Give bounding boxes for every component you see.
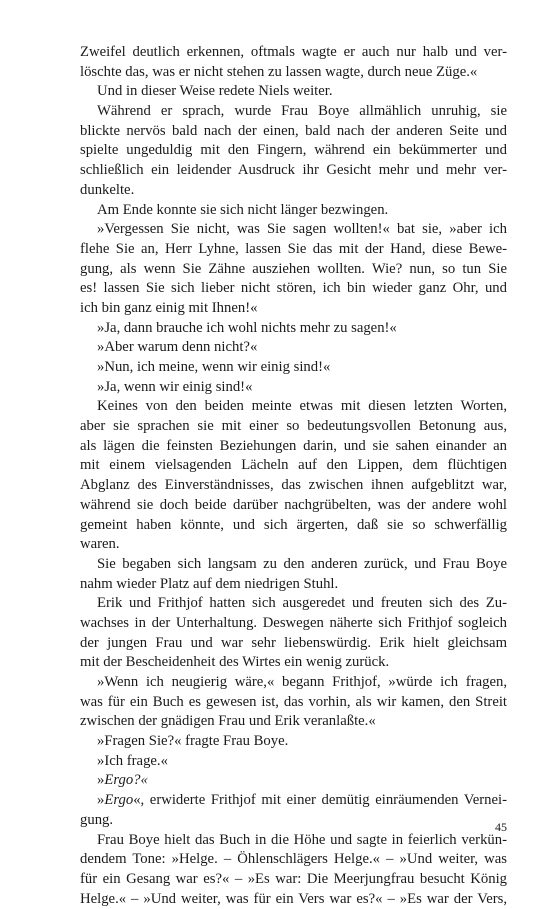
text-line: »Ergo?«: [97, 772, 148, 789]
text-line: flehe Sie an, Herr Lyhne, lassen Sie das mit der Hand, diese Bewe-: [80, 240, 507, 257]
text-line: spielte ungeduldig mit den Fingern, während ein bekümmerter und: [80, 142, 507, 159]
text-line: gung.: [80, 811, 114, 828]
text-line: schließlich ein leidender Ausdruck ihr Gesicht mehr und mehr ver-: [80, 162, 507, 179]
text-line: »Vergessen Sie nicht, was Sie sagen wollten!« bat sie, »aber ich: [97, 221, 507, 238]
text-column: [80, 43, 507, 909]
text-line: zwischen der gnädigen Frau und Erik veranlaßte.«: [80, 713, 376, 730]
text-line: Zweifel deutlich erkennen, oftmals wagte er auch nur halb und ver-: [80, 44, 507, 60]
text-line: waren.: [80, 536, 120, 553]
text-line: nahm wieder Platz auf dem niedrigen Stuhl.: [80, 575, 339, 592]
page-number: 45: [495, 820, 507, 834]
text-line: während sie doch beide darüber nachgrübelten, was der andere wohl: [80, 496, 507, 513]
text-line: dendem Tone: »Helge. – Öhlenschlägers Helge.« – »Und weiter, was: [80, 851, 507, 868]
text-line: mit der Bescheidenheit des Wirtes ein wenig zurück.: [80, 654, 390, 671]
text-line: »Nun, ich meine, wenn wir einig sind!«: [97, 359, 331, 375]
text-line: »Ergo«, erwiderte Frithjof mit einer demütig einräumenden Vernei-: [97, 792, 507, 809]
text-line: »Fragen Sie?« fragte Frau Boye.: [97, 733, 289, 750]
text-line: ich bin ganz einig mit Ihnen!«: [80, 299, 258, 316]
text-line: »Ich frage.«: [97, 752, 168, 769]
text-line: aber sie sprachen sie mit einer so bedeutungsvollen Betonung aus,: [80, 418, 507, 435]
body-text: [80, 43, 507, 909]
text-line: Sie begaben sich langsam zu den anderen zurück, und Frau Boye: [97, 555, 507, 572]
text-line: Helge.« – »Und weiter, was für ein Vers war es?« – »Es war der Vers,: [80, 890, 507, 907]
text-line: Frau Boye hielt das Buch in die Höhe und sagte in feierlich verkün-: [97, 831, 507, 848]
text-line: als lägen die feinsten Beziehungen darin, und sie sahen einander an: [80, 437, 507, 454]
text-line: »Wenn ich neugierig wäre,« begann Frithjof, »würde ich fragen,: [97, 674, 507, 690]
text-line: Erik und Frithjof hatten sich ausgeredet und freuten sich des Zu-: [97, 595, 507, 612]
text-line: dunkelte.: [80, 181, 135, 198]
text-line: gemeint haben könnte, und sich ärgerten, daß sie so schwerfällig: [80, 516, 507, 533]
text-line: Am Ende konnte sie sich nicht länger bezwingen.: [97, 201, 389, 218]
text-line: mit einem vielsagenden Lächeln auf den Lippen, dem flüchtigen: [80, 457, 507, 474]
text-line: gung, als wenn Sie Zähne ausziehen wollten. Wie? nun, so tun Sie: [80, 260, 507, 277]
text-line: Keines von den beiden meinte etwas mit diesen letzten Worten,: [97, 398, 507, 415]
text-line: Während er sprach, wurde Frau Boye allmählich unruhig, sie: [97, 103, 507, 120]
text-line: blickte nervös bald nach der einen, bald nach der anderen Seite und: [80, 122, 507, 139]
text-line: Und in dieser Weise redete Niels weiter.: [97, 83, 333, 100]
text-line: »Ja, dann brauche ich wohl nichts mehr zu sagen!«: [97, 319, 397, 336]
text-line: was für ein Buch es gewesen ist, das vorhin, als wir kamen, den Streit: [80, 693, 507, 710]
text-line: Abglanz des Einverständnisses, das zwischen ihnen aufgeblitzt war,: [80, 477, 507, 494]
text-line: es! lassen Sie sich lieber nicht stören, ich bin wieder ganz Ohr, und: [80, 280, 507, 297]
text-line: für ein Gesang war es?« – »Es war: Die Meerjungfrau besucht König: [80, 870, 507, 887]
text-line: der jungen Frau und war sehr liebenswürdig. Erik hielt gleichsam: [80, 634, 507, 651]
text-line: wachses in der Unterhaltung. Deswegen näherte sich Frithjof sogleich: [80, 614, 507, 631]
text-line: »Aber warum denn nicht?«: [97, 339, 258, 356]
text-line: »Ja, wenn wir einig sind!«: [97, 378, 253, 395]
text-line: löschte das, was er nicht stehen zu lassen wagte, durch neue Züge.«: [80, 63, 478, 80]
